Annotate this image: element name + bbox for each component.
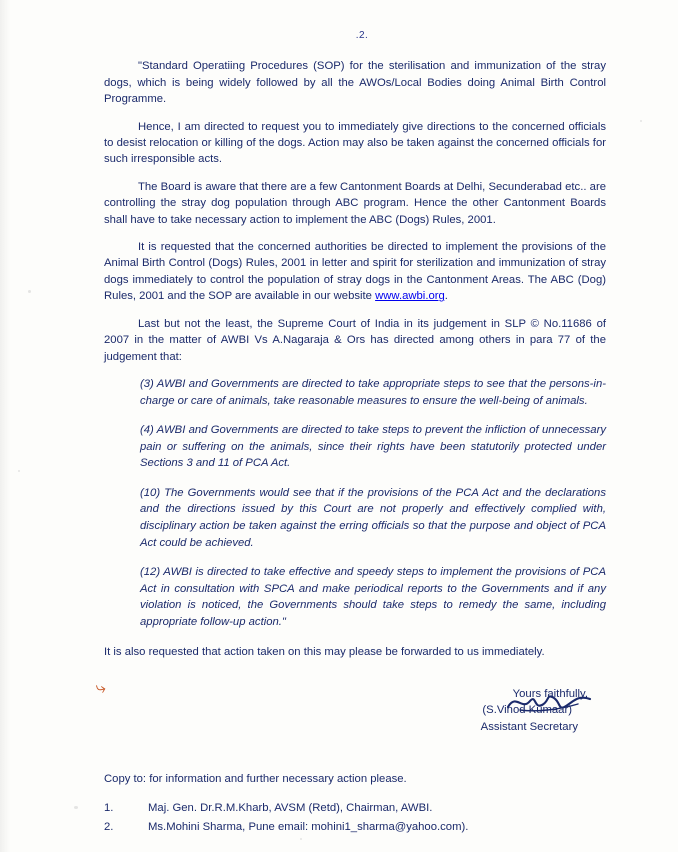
paragraph-sop-quote: "Standard Operatiing Procedures (SOP) for the sterilisation and immunization of the stray dogs, which is being widely followed by all the AWOs/Local Bodies doing Animal Birth Control Programme. bbox=[104, 60, 606, 106]
list-item bbox=[104, 800, 606, 816]
list-item-text: Maj. Gen. Dr.R.M.Kharb, AVSM (Retd), Chairman, AWBI. bbox=[148, 801, 433, 814]
list-item bbox=[104, 819, 606, 835]
page-number: .2. bbox=[355, 30, 369, 41]
paragraph-cantonment-boards: The Board is aware that there are a few Cantonment Boards at Delhi, Secunderabad etc.. are controlling the stray dog population through ABC program. Hence the other Cantonment Boards shall have to take necessary action to implement the ABC (Dogs) Rules, 2001. bbox=[104, 180, 606, 226]
website-period: . bbox=[444, 290, 448, 303]
paragraph-abc-rules-request bbox=[104, 239, 606, 305]
signatory-name: (S.Vinod Kumaar) bbox=[482, 704, 572, 717]
quote-item-12: (12) AWBI is directed to take effective and speedy steps to implement the provisions of PCA Act in consultation with SPCA and make periodical reports to the Governments and if any violation is noticed, the Governments should take steps to remedy the same, including appropriate follow-up action." bbox=[140, 566, 606, 629]
paragraph-supreme-court: Last but not the least, the Supreme Court of India in its judgement in SLP © No.11686 of 2007 in the matter of AWBI Vs A.Nagaraja & Ors has directed among others in para 77 of the judgement that: bbox=[104, 317, 606, 363]
margin-pen-mark: ⤷ bbox=[94, 677, 108, 698]
paragraph-directions-request: Hence, I am directed to request you to immediately give directions to the concerned officials to desist relocation or killing of the dogs. Action may also be taken against the concerned officials for such irresponsible acts. bbox=[104, 120, 606, 166]
signatory-designation: Assistant Secretary bbox=[480, 720, 578, 733]
list-item-text: Ms.Mohini Sharma, Pune email: mohini1_sharma@yahoo.com). bbox=[148, 821, 469, 834]
list-item-number: 1. bbox=[104, 801, 114, 814]
quote-item-4: (4) AWBI and Governments are directed to take steps to prevent the infliction of unnecessary pain or suffering on the animals, since their rights have been statutorily protected under Sections 3 and 11 of PCA Act. bbox=[140, 424, 606, 470]
closing-request: It is also requested that action taken on this may please be forwarded to us immediately. bbox=[104, 645, 545, 658]
quote-item-3: (3) AWBI and Governments are directed to take appropriate steps to see that the persons-in-charge or care of animals, take reasonable measures to ensure the well-being of animals. bbox=[140, 377, 606, 407]
list-item-number: 2. bbox=[104, 821, 114, 834]
quote-item-10: (10) The Governments would see that if the provisions of the PCA Act and the declarations and the directions issued by this Court are not properly and effectively complied with, disciplinary action be taken against the erring officials so that the purpose and object of PCA Act could be achieved. bbox=[140, 486, 606, 549]
awbi-website-link[interactable]: www.awbi.org bbox=[375, 290, 445, 303]
copy-to-heading: Copy to: for information and further necessary action please. bbox=[104, 773, 407, 786]
valediction: Yours faithfully, bbox=[512, 688, 588, 701]
paragraph-abc-rules-text: It is requested that the concerned authorities be directed to implement the provisions of the Animal Birth Control (Dogs) Rules, 2001 in letter and spirit for sterilization and immunization of stray dogs immediately to control the population of stray dogs in the Cantonment Areas. The ABC (Dog) Rules, 2001 and the SOP are available in our website bbox=[104, 241, 606, 303]
copy-to-list bbox=[104, 800, 606, 836]
